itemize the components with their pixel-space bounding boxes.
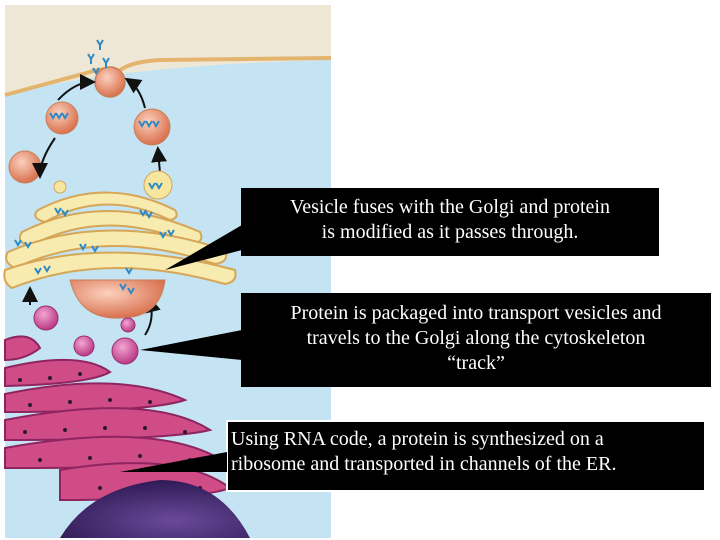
callout-vesicle-line-3: “track” <box>447 352 505 374</box>
golgi-vesicle <box>54 181 66 193</box>
callout-vesicle-line-1: Protein is packaged into transport vesicles and <box>290 302 662 324</box>
transport-vesicle <box>74 336 94 356</box>
callout-er-line-2: ribosome and transported in channels of the ER. <box>231 453 617 475</box>
transport-vesicle <box>112 338 138 364</box>
transport-vesicle-upper-right <box>134 109 170 145</box>
callout-vesicle-step <box>241 293 711 387</box>
callout-golgi-line-1: Vesicle fuses with the Golgi and protein <box>290 196 610 218</box>
callout-er-step <box>226 420 706 492</box>
transport-vesicle-upper-left <box>46 102 78 134</box>
transport-vesicle <box>121 318 135 332</box>
transport-vesicle <box>34 306 58 330</box>
callout-golgi-line-2: is modified as it passes through. <box>321 221 579 243</box>
callout-vesicle-line-2: travels to the Golgi along the cytoskeleton <box>306 327 646 349</box>
secretory-vesicle <box>9 151 41 183</box>
callout-er-line-1: Using RNA code, a protein is synthesized on a <box>231 428 604 450</box>
secretory-vesicle-fusing <box>95 67 125 97</box>
callout-golgi-step <box>241 188 659 256</box>
